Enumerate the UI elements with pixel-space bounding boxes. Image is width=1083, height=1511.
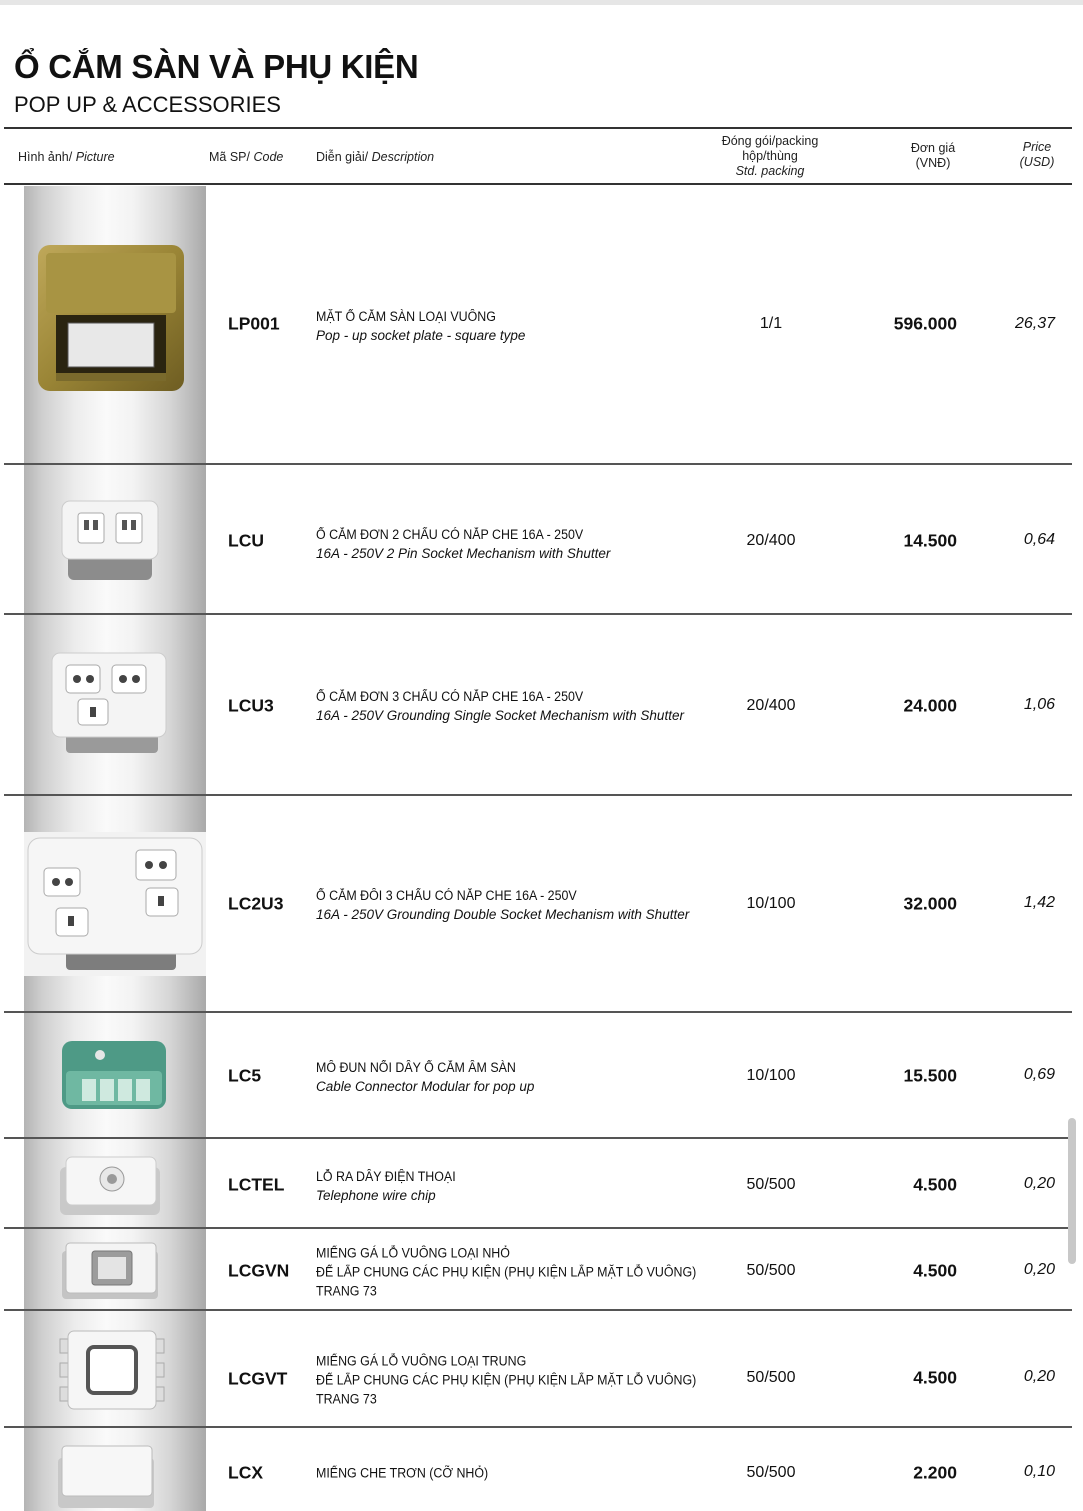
col-description-header: Diễn giải/ Description	[316, 150, 435, 164]
description-vn: Ổ CẮM ĐƠN 2 CHẤU CÓ NẮP CHE 16A - 250V	[316, 527, 584, 542]
description-vn: LỖ RA DÂY ĐIỆN THOẠI	[316, 1169, 456, 1184]
usd-header-line1: Price	[1022, 140, 1052, 154]
page-subtitle: POP UP & ACCESSORIES	[14, 92, 281, 117]
table-row	[0, 1428, 1083, 1511]
connector-module-icon	[60, 1037, 168, 1113]
description-en: 16A - 250V Grounding Double Socket Mechanism with Shutter	[316, 907, 690, 922]
socket-2pin-icon	[60, 495, 160, 585]
product-code: LCU	[228, 530, 264, 551]
description-vn: Ổ CẮM ĐƠN 3 CHẤU CÓ NẮP CHE 16A - 250V	[316, 689, 584, 704]
description-vn: MIẾNG GÁ LỖ VUÔNG LOẠI NHỎ	[316, 1245, 510, 1261]
product-description	[316, 1352, 729, 1409]
description-vn: MÔ ĐUN NỐI DÂY Ổ CẮM ÂM SÀN	[316, 1060, 516, 1075]
product-description	[316, 1167, 468, 1205]
table-row	[0, 796, 1083, 1013]
product-code: LC5	[228, 1065, 262, 1086]
price-usd: 0,69	[1023, 1066, 1055, 1083]
price-vnd: 4.500	[913, 1260, 957, 1281]
product-description	[316, 1464, 503, 1483]
packing-value: 50/500	[746, 1369, 796, 1386]
price-usd: 1,06	[1023, 696, 1055, 713]
price-vnd: 2.200	[913, 1462, 957, 1483]
vnd-header-line1: Đơn giá	[910, 141, 956, 155]
page-title: Ổ CẮM SÀN VÀ PHỤ KIỆN	[14, 48, 419, 85]
description-vn: MẶT Ổ CẮM SÀN LOẠI VUÔNG	[316, 309, 496, 324]
product-description	[316, 307, 525, 345]
small-square-adapter-icon	[58, 1241, 162, 1303]
top-strip	[0, 0, 1083, 5]
price-usd: 0,64	[1023, 531, 1055, 548]
description-en: Cable Connector Modular for pop up	[316, 1079, 535, 1094]
description-vn: Ổ CẮM ĐÔI 3 CHẤU CÓ NẮP CHE 16A - 250V	[316, 888, 577, 903]
telephone-chip-icon	[58, 1155, 162, 1217]
description-en: 16A - 250V 2 Pin Socket Mechanism with Shutter	[316, 546, 611, 561]
socket-3pin-icon	[50, 649, 170, 759]
product-code: LCTEL	[228, 1174, 285, 1195]
price-vnd: 4.500	[913, 1174, 957, 1195]
table-row	[0, 1139, 1083, 1229]
packing-value: 50/500	[746, 1464, 796, 1481]
price-vnd: 596.000	[893, 313, 957, 334]
price-usd: 0,20	[1023, 1368, 1055, 1385]
packing-value: 1/1	[759, 315, 783, 332]
packing-value: 10/100	[746, 1067, 796, 1084]
table-row	[0, 1013, 1083, 1139]
packing-header-line2: hộp/thùng	[742, 149, 798, 163]
table-row	[0, 615, 1083, 796]
col-picture-header: Hình ảnh/ Picture	[18, 150, 115, 164]
product-code: LCU3	[228, 695, 274, 716]
product-code: LCGVT	[228, 1368, 288, 1389]
price-vnd: 24.000	[903, 695, 957, 716]
price-usd: 0,10	[1023, 1463, 1055, 1480]
header-top-rule	[4, 127, 1072, 129]
col-vnd-header	[893, 141, 973, 171]
description-page-ref: TRANG 73	[316, 1391, 377, 1407]
description-en: 16A - 250V Grounding Single Socket Mechanism with Shutter	[316, 708, 684, 723]
col-packing-header	[700, 134, 840, 179]
pop-up-plate-icon	[36, 243, 186, 393]
socket-double-icon	[26, 834, 204, 974]
price-usd: 0,20	[1023, 1261, 1055, 1278]
col-usd-header	[1002, 140, 1072, 170]
price-usd: 0,20	[1023, 1175, 1055, 1192]
packing-header-line3: Std. packing	[735, 164, 805, 178]
packing-value: 50/500	[746, 1176, 796, 1193]
packing-value: 20/400	[746, 532, 796, 549]
usd-header-line2: (USD)	[1019, 155, 1055, 169]
price-vnd: 15.500	[903, 1065, 957, 1086]
packing-value: 50/500	[746, 1262, 796, 1279]
vnd-header-line2: (VNĐ)	[915, 156, 951, 170]
price-vnd: 14.500	[903, 530, 957, 551]
medium-square-adapter-icon	[58, 1329, 166, 1411]
packing-header-line1: Đóng gói/packing	[721, 134, 819, 148]
product-description	[316, 687, 684, 725]
product-code: LCGVN	[228, 1260, 290, 1281]
table-row	[0, 1229, 1083, 1311]
product-code: LC2U3	[228, 893, 284, 914]
description-en: Pop - up socket plate - square type	[316, 328, 526, 343]
product-code: LCX	[228, 1462, 263, 1483]
description-en: Telephone wire chip	[316, 1188, 436, 1203]
price-usd: 1,42	[1023, 894, 1055, 911]
price-vnd: 32.000	[903, 893, 957, 914]
product-description	[316, 886, 689, 924]
product-description	[316, 525, 610, 563]
description-vn: MIẾNG CHE TRƠN (CỠ NHỎ)	[316, 1465, 489, 1481]
description-vn-line2: ĐỂ LẮP CHUNG CÁC PHỤ KIỆN (PHỤ KIỆN LẮP MẶT LỖ VUÔNG)	[316, 1264, 697, 1280]
description-vn: MIẾNG GÁ LỖ VUÔNG LOẠI TRUNG	[316, 1353, 527, 1369]
blank-cover-icon	[56, 1444, 156, 1510]
table-row	[0, 1311, 1083, 1428]
col-code-header: Mã SP/ Code	[209, 150, 284, 164]
product-description	[316, 1058, 534, 1096]
product-code: LP001	[228, 313, 280, 334]
product-description	[316, 1244, 729, 1301]
price-usd: 26,37	[1014, 315, 1055, 332]
description-vn-line2: ĐỂ LẮP CHUNG CÁC PHỤ KIỆN (PHỤ KIỆN LẮP MẶT LỖ VUÔNG)	[316, 1372, 697, 1388]
scrollbar-thumb[interactable]	[1068, 1118, 1076, 1264]
description-page-ref: TRANG 73	[316, 1283, 377, 1299]
table-row	[0, 185, 1083, 465]
price-vnd: 4.500	[913, 1367, 957, 1388]
packing-value: 20/400	[746, 697, 796, 714]
table-row	[0, 465, 1083, 615]
packing-value: 10/100	[746, 895, 796, 912]
